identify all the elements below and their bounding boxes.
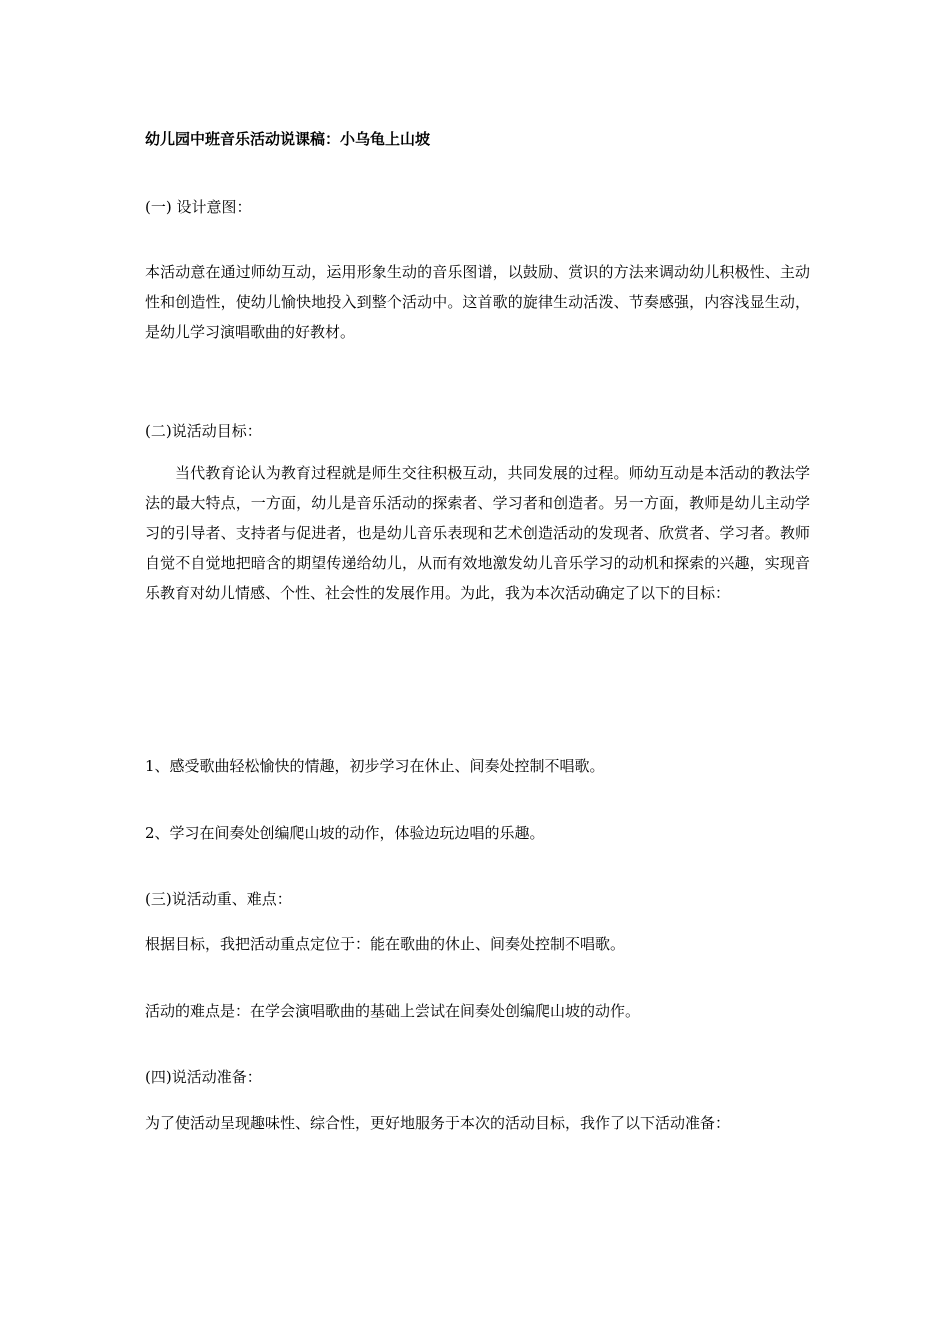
goal-item-1: 1、感受歌曲轻松愉快的情趣，初步学习在休止、间奏处控制不唱歌。 bbox=[145, 757, 605, 775]
section-heading-design-intent: (一) 设计意图： bbox=[145, 198, 252, 216]
paragraph-difficulty: 活动的难点是：在学会演唱歌曲的基础上尝试在间奏处创编爬山坡的动作。 bbox=[145, 1002, 641, 1020]
paragraph-design-intent: 本活动意在通过师幼互动，运用形象生动的音乐图谱，以鼓励、赏识的方法来调动幼儿积极性、主动性和创造性，使幼儿愉快地投入到整个活动中。这首歌的旋律生动活泼、节奏感强，内容浅显生动，是幼儿学习演唱歌曲的好教材。 bbox=[145, 263, 810, 341]
section-heading-key-points: (三)说活动重、难点： bbox=[145, 890, 292, 908]
goal-item-2: 2、学习在间奏处创编爬山坡的动作，体验边玩边唱的乐趣。 bbox=[145, 824, 545, 842]
paragraph-preparation: 为了使活动呈现趣味性、综合性，更好地服务于本次的活动目标，我作了以下活动准备： bbox=[145, 1114, 731, 1132]
paragraph-goals: 当代教育论认为教育过程就是师生交往积极互动，共同发展的过程。师幼互动是本活动的教法学法的最大特点，一方面，幼儿是音乐活动的探索者、学习者和创造者。另一方面，教师是幼儿主动学习的引导者、支持者与促进者，也是幼儿音乐表现和艺术创造活动的发现者、欣赏者、学习者。教师自觉不自觉地把暗含的期望传递给幼儿，从而有效地激发幼儿音乐学习的动机和探索的兴趣，实现音乐教育对幼儿情感、个性、社会性的发展作用。为此，我为本次活动确定了以下的目标： bbox=[145, 464, 810, 602]
paragraph-key-point: 根据目标，我把活动重点定位于：能在歌曲的休止、间奏处控制不唱歌。 bbox=[145, 935, 626, 953]
section-heading-preparation: (四)说活动准备： bbox=[145, 1068, 262, 1086]
document-title: 幼儿园中班音乐活动说课稿：小乌龟上山坡 bbox=[145, 130, 431, 148]
section-heading-goals: (二)说活动目标： bbox=[145, 422, 262, 440]
